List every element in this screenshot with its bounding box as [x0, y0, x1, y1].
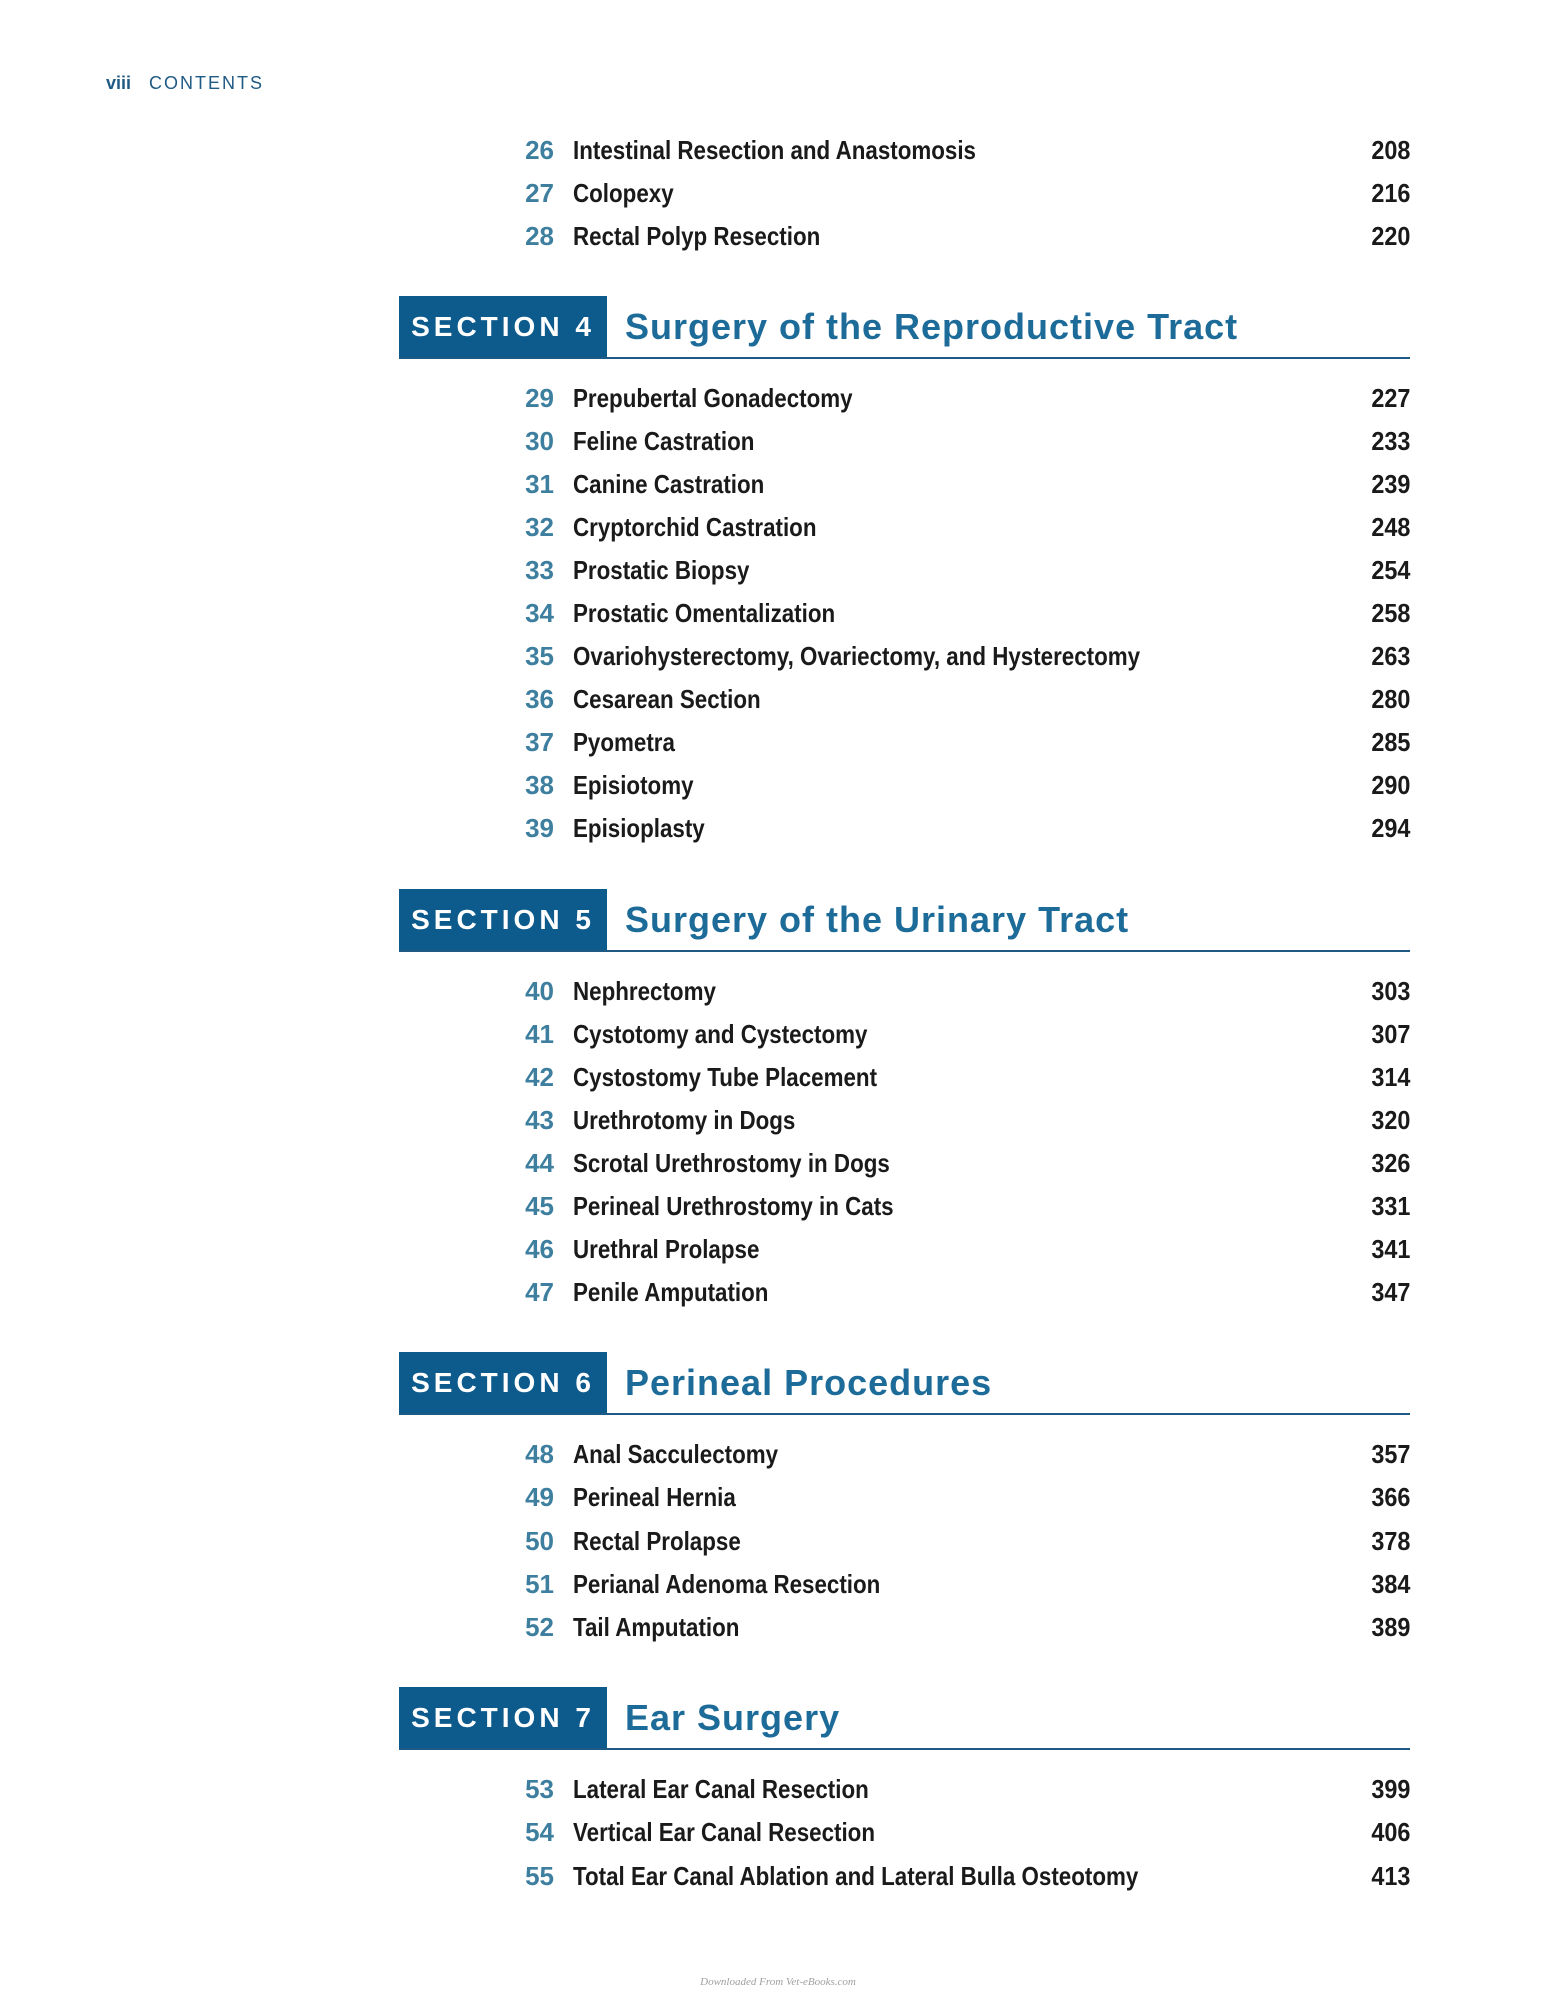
chapter-page: 263 — [1370, 641, 1410, 671]
chapter-page: 248 — [1370, 512, 1410, 542]
footer-watermark: Downloaded From Vet-eBooks.com — [700, 1976, 856, 1988]
chapter-page: 320 — [1370, 1105, 1410, 1135]
chapter-page: 331 — [1370, 1191, 1410, 1221]
chapter-number: 30 — [525, 426, 554, 456]
chapter-title: Prepubertal Gonadectomy — [573, 383, 853, 413]
chapter-title: Rectal Prolapse — [573, 1526, 741, 1556]
chapter-number: 36 — [525, 684, 554, 714]
chapter-number: 51 — [525, 1569, 554, 1599]
chapter-title: Scrotal Urethrostomy in Dogs — [573, 1148, 890, 1178]
chapter-number: 28 — [525, 221, 554, 251]
section-label: SECTION 5 — [399, 889, 607, 950]
chapter-page: 399 — [1370, 1774, 1410, 1804]
chapter-number: 39 — [525, 813, 554, 843]
chapter-number: 52 — [525, 1612, 554, 1642]
chapter-page: 314 — [1370, 1062, 1410, 1092]
chapter-number: 54 — [525, 1817, 554, 1847]
chapter-title: Tail Amputation — [573, 1612, 740, 1642]
section-label: SECTION 7 — [399, 1687, 607, 1748]
chapter-number: 29 — [525, 383, 554, 413]
chapter-number: 37 — [525, 727, 554, 757]
chapter-title: Total Ear Canal Ablation and Lateral Bulla Osteotomy — [573, 1861, 1139, 1891]
chapter-title: Perianal Adenoma Resection — [573, 1569, 881, 1599]
chapter-page: 384 — [1370, 1569, 1410, 1599]
toc-entry[interactable] — [0, 1056, 1556, 1099]
section-title: Perineal Procedures — [625, 1362, 993, 1403]
toc-entry[interactable] — [0, 1013, 1556, 1056]
chapter-title: Urethral Prolapse — [573, 1234, 760, 1264]
toc-entry[interactable] — [0, 1606, 1556, 1649]
section-title: Ear Surgery — [625, 1697, 841, 1738]
chapter-title: Episiotomy — [573, 770, 694, 800]
chapter-page: 216 — [1370, 178, 1410, 208]
toc-entry[interactable] — [0, 1228, 1556, 1271]
section-title: Surgery of the Urinary Tract — [625, 899, 1130, 940]
toc-entry[interactable] — [0, 1185, 1556, 1228]
chapter-title: Perineal Urethrostomy in Cats — [573, 1191, 894, 1221]
toc-entry[interactable] — [0, 420, 1556, 463]
chapter-page: 307 — [1370, 1019, 1410, 1049]
chapter-number: 48 — [525, 1439, 554, 1469]
chapter-page: 220 — [1370, 221, 1410, 251]
toc-entry[interactable] — [0, 764, 1556, 807]
chapter-page: 347 — [1370, 1277, 1410, 1307]
chapter-page: 341 — [1370, 1234, 1410, 1264]
chapter-page: 254 — [1370, 555, 1410, 585]
toc-entry[interactable] — [0, 678, 1556, 721]
chapter-page: 280 — [1370, 684, 1410, 714]
toc-entry[interactable] — [0, 549, 1556, 592]
section-title: Surgery of the Reproductive Tract — [625, 306, 1239, 347]
toc-entry[interactable] — [0, 1099, 1556, 1142]
toc-entry[interactable] — [0, 1520, 1556, 1563]
chapter-title: Cystotomy and Cystectomy — [573, 1019, 868, 1049]
chapter-page: 285 — [1370, 727, 1410, 757]
chapter-number: 44 — [525, 1148, 554, 1178]
chapter-number: 42 — [525, 1062, 554, 1092]
toc-entry[interactable] — [0, 635, 1556, 678]
chapter-number: 43 — [525, 1105, 554, 1135]
chapter-number: 45 — [525, 1191, 554, 1221]
page-number: viii — [106, 73, 132, 93]
chapter-title: Intestinal Resection and Anastomosis — [573, 135, 976, 165]
chapter-page: 378 — [1370, 1526, 1410, 1556]
chapter-title: Canine Castration — [573, 469, 765, 499]
toc-entry[interactable] — [0, 129, 1556, 172]
chapter-page: 294 — [1370, 813, 1410, 843]
chapter-title: Urethrotomy in Dogs — [573, 1105, 796, 1135]
toc-entry[interactable] — [0, 807, 1556, 850]
section-header[interactable] — [399, 889, 1410, 952]
toc-entry[interactable] — [0, 1768, 1556, 1811]
toc-entry[interactable] — [0, 970, 1556, 1013]
chapter-number: 46 — [525, 1234, 554, 1264]
chapter-title: Cryptorchid Castration — [573, 512, 817, 542]
toc-entry[interactable] — [0, 377, 1556, 420]
chapter-number: 55 — [525, 1861, 554, 1891]
chapter-page: 303 — [1370, 976, 1410, 1006]
chapter-page: 357 — [1370, 1439, 1410, 1469]
chapter-title: Prostatic Omentalization — [573, 598, 836, 628]
chapter-number: 38 — [525, 770, 554, 800]
section-label: SECTION 4 — [399, 296, 607, 357]
chapter-title: Ovariohysterectomy, Ovariectomy, and Hysterectomy — [573, 641, 1141, 671]
chapter-page: 233 — [1370, 426, 1410, 456]
section-header[interactable] — [399, 1687, 1410, 1750]
chapter-title: Pyometra — [573, 727, 675, 757]
chapter-number: 26 — [525, 135, 554, 165]
toc-entry[interactable] — [0, 1476, 1556, 1519]
running-header — [106, 73, 264, 94]
toc-entry[interactable] — [0, 1271, 1556, 1314]
chapter-page: 258 — [1370, 598, 1410, 628]
chapter-page: 239 — [1370, 469, 1410, 499]
chapter-page: 326 — [1370, 1148, 1410, 1178]
chapter-title: Vertical Ear Canal Resection — [573, 1817, 876, 1847]
chapter-number: 31 — [525, 469, 554, 499]
chapter-title: Perineal Hernia — [573, 1482, 736, 1512]
toc-entry[interactable] — [0, 721, 1556, 764]
section-header[interactable] — [399, 296, 1410, 359]
chapter-number: 47 — [525, 1277, 554, 1307]
toc-entry[interactable] — [0, 215, 1556, 258]
section-label: SECTION 6 — [399, 1352, 607, 1413]
toc-entry[interactable] — [0, 172, 1556, 215]
running-title: CONTENTS — [149, 73, 265, 93]
toc-entry[interactable] — [0, 1433, 1556, 1476]
toc-entry[interactable] — [0, 463, 1556, 506]
chapter-title: Prostatic Biopsy — [573, 555, 750, 585]
chapter-page: 406 — [1370, 1817, 1410, 1847]
chapter-page: 290 — [1370, 770, 1410, 800]
chapter-title: Penile Amputation — [573, 1277, 769, 1307]
chapter-number: 35 — [525, 641, 554, 671]
section-header[interactable] — [399, 1352, 1410, 1415]
chapter-title: Colopexy — [573, 178, 674, 208]
chapter-title: Cesarean Section — [573, 684, 761, 714]
chapter-number: 41 — [525, 1019, 554, 1049]
chapter-number: 50 — [525, 1526, 554, 1556]
chapter-title: Lateral Ear Canal Resection — [573, 1774, 869, 1804]
chapter-page: 227 — [1370, 383, 1410, 413]
toc-entry[interactable] — [0, 592, 1556, 635]
chapter-number: 34 — [525, 598, 554, 628]
toc-entry[interactable] — [0, 506, 1556, 549]
toc-entry[interactable] — [0, 1811, 1556, 1854]
chapter-page: 366 — [1370, 1482, 1410, 1512]
chapter-title: Episioplasty — [573, 813, 705, 843]
chapter-number: 33 — [525, 555, 554, 585]
chapter-title: Anal Sacculectomy — [573, 1439, 779, 1469]
toc-entry[interactable] — [0, 1563, 1556, 1606]
chapter-title: Rectal Polyp Resection — [573, 221, 821, 251]
toc-entry[interactable] — [0, 1855, 1556, 1898]
chapter-number: 40 — [525, 976, 554, 1006]
chapter-number: 53 — [525, 1774, 554, 1804]
chapter-page: 413 — [1370, 1861, 1410, 1891]
chapter-page: 208 — [1370, 135, 1410, 165]
chapter-number: 49 — [525, 1482, 554, 1512]
chapter-title: Nephrectomy — [573, 976, 716, 1006]
chapter-title: Feline Castration — [573, 426, 755, 456]
toc-entry[interactable] — [0, 1142, 1556, 1185]
chapter-number: 27 — [525, 178, 554, 208]
chapter-page: 389 — [1370, 1612, 1410, 1642]
chapter-number: 32 — [525, 512, 554, 542]
chapter-title: Cystostomy Tube Placement — [573, 1062, 878, 1092]
